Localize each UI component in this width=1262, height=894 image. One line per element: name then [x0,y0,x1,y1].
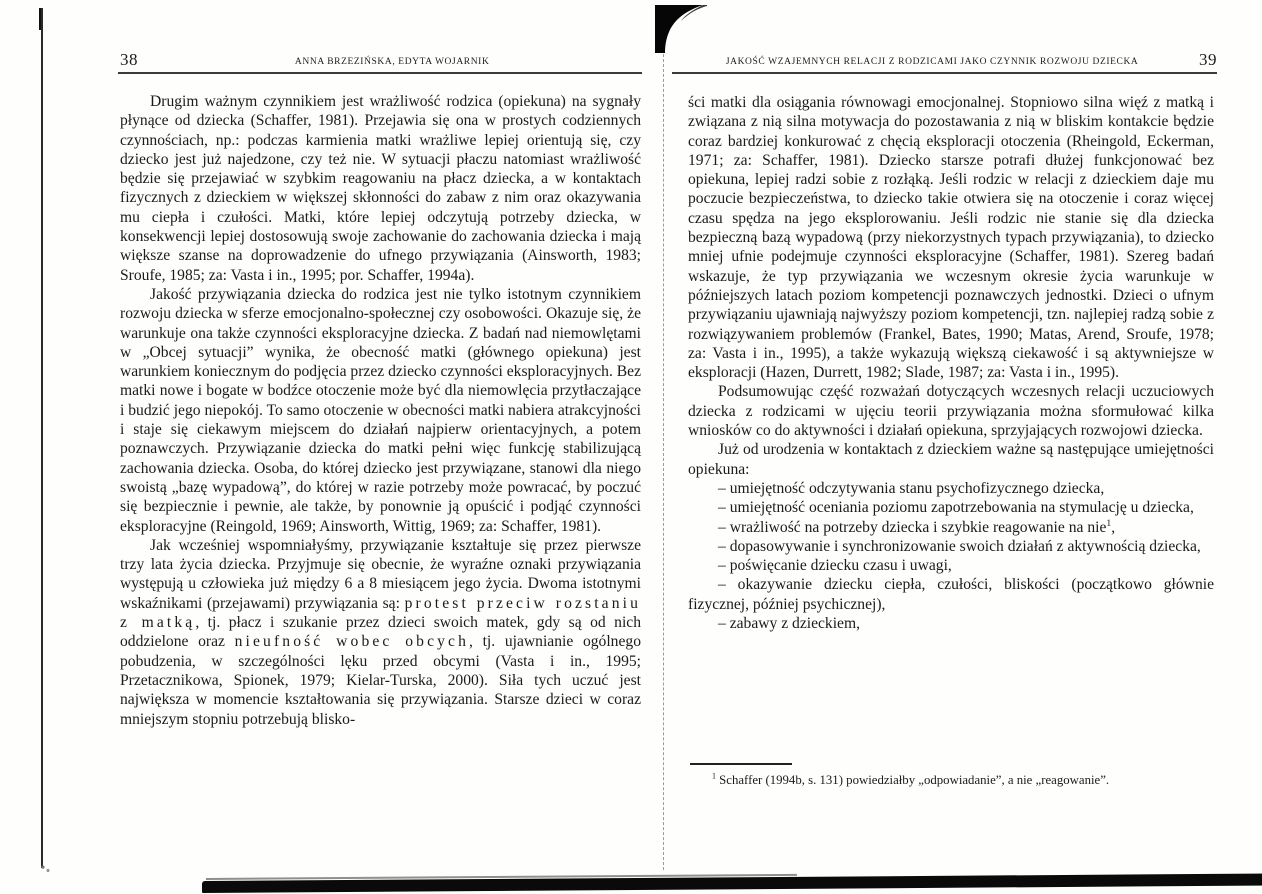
book-gutter-shadow [663,44,664,870]
text-segment: Jak wcześniej wspomniałyśmy, przywiązanie kształtuje się przez pierwsze trzy lata życia dziecka. Przyjmuje się obecnie, że wyraźne oznaki przywiązania występują u człowieka już między 6 a 8 miesiącem jego życia. Dwoma istotnymi wskaźnikami (przejawami) przywiązania są: [120,536,641,612]
text-segment: – dopasowywanie i synchronizowanie swoich działań z aktywnością dziecka, [718,537,1201,555]
list-item [688,575,1214,614]
scan-left-edge-line [41,8,43,868]
list-item [688,556,1214,575]
scan-bottom-bar [202,873,1262,893]
text-segment: Drugim ważnym czynnikiem jest wrażliwość rodzica (opiekuna) na sygnały płynące od dziecka (Schaffer, 1981). Przejawia się ona w prostych codziennych czynnościach, np.: podczas karmienia matki wrażliwe lepiej orientują się, czy dziecko jest już najedzone, czy też nie. W sytuacji płaczu natomiast wrażliwość będzie się przejawiać w szybkim reagowaniu na płacz dziecka, a w kontaktach fizycznych z dzieckiem w większej skłonności do zabaw z nim oraz okazywania mu ciepła i czułości. Matki, które lepiej odczytują potrzeby dziecka, w konsekwencji lepiej dostosowują swoje zachowanie do zachowania dziecka i mają większe szanse na doprowadzenie do ufnego przywiązania (Ainsworth, 1983; Sroufe, 1985; za: Vasta i in., 1995; por. Schaffer, 1994a). [120,93,641,284]
paragraph [688,440,1214,479]
text-segment: Podsumowując część rozważań dotyczących wczesnych relacji uczuciowych dziecka z rodzicami w ujęciu teorii przywiązania można sformułować kilka wniosków co do aktywności i działań opiekuna, sprzyjających rozwojowi dziecka. [688,383,1214,440]
page-number: 38 [120,50,138,69]
caregiver-skills-list [688,479,1214,633]
text-segment: Już od urodzenia w kontaktach z dzieckiem ważne są następujące umiejętności opiekuna: [688,441,1214,478]
footnote-ref: 1 [1106,517,1112,529]
list-item [688,479,1214,498]
paragraph [120,285,641,536]
text-segment: – umiejętność odczytywania stanu psychofizycznego dziecka, [718,479,1105,497]
page-number: 39 [1199,50,1217,69]
paragraph [688,93,1214,382]
text-segment: nieufność wobec obcych [234,633,470,651]
text-column [688,93,1214,633]
page-header-right [672,50,1217,74]
paragraph [120,92,641,285]
footnote-text [688,772,1214,788]
page-header-left [120,50,641,74]
text-column [120,92,641,729]
text-segment: , tj. płacz i szukanie przez dzieci swoich matek, gdy są od nich oddzielone oraz [120,614,641,651]
text-segment: – poświęcanie dziecku czasu i uwagi, [718,557,952,575]
paragraph [120,536,641,729]
text-segment: – wrażliwość na potrzeby dziecka i szybkie reagowanie na nie [718,518,1107,536]
footnote [688,763,1214,788]
gutter-blotch-shape [655,5,707,53]
text-segment: – zabawy z dzieckiem, [718,615,861,633]
running-head: ANNA BRZEZIŃSKA, EDYTA WOJARNIK [294,57,490,67]
scan-speckle [40,864,50,872]
text-segment: – umiejętność oceniania poziomu zapotrzebowania na stymulację u dziecka, [718,499,1194,517]
header-rule [672,72,1217,74]
header-rule [118,72,642,74]
footnote-marker: 1 [712,771,716,781]
text-segment: protest przeciw rozstaniu z matką [120,594,641,632]
footnote-rule [690,763,792,765]
list-item [688,614,1214,633]
list-item [688,518,1214,537]
list-item [688,537,1214,556]
text-segment: Jakość przywiązania dziecka do rodzica jest nie tylko istotnym czynnikiem rozwoju dziecka w sferze emocjonalno-społecznej czy osobowości. Okazuje się, że warunkuje ona także czynności eksploracyjne dziecka. Z badań nad niemowlętami w „Obcej sytuacji” wynika, że obecność matki (głównego opiekuna) jest warunkiem koniecznym do podjęcia przez dziecko czynności eksploracyjnych. Bez matki nowe i bogate w bodźce otoczenie może być dla niemowlęcia przytłaczające i budzić jego niepokój. To samo otoczenie w obecności matki nabiera atrakcyjności i staje się ciekawym miejscem do działań najpierw orientacyjnych, a potem poznawczych. Przywiązanie dziecka do matki pełni więc funkcję stabilizującą zachowania dziecka. Osoba, do której dziecko jest przywiązane, stanowi dla niego swoistą „bazę wypadową”, do której w razie potrzeby może powracać, by poczuć się bezpiecznie i pewnie, ale także, by ponownie ją opuścić i podjąć czynności eksploracyjne (Reingold, 1969; Ainsworth, Wittig, 1969; za: Schaffer, 1981). [120,285,641,535]
text-segment: ści matki dla osiągania równowagi emocjonalnej. Stopniowo silna więź z matką i związana z nią silna motywacja do pozostawania z nią w bliskim kontakcie będzie coraz bardziej konkurować z chęcią eksploracji otoczenia (Rheingold, Eckerman, 1971; za: Schaffer, 1981). Dziecko starsze potrafi dłużej funkcjonować bez opiekuna, lepiej radzi sobie z rozłąką. Jeśli rodzic w relacji z dzieckiem daje mu poczucie bezpieczeństwa, to dziecko takie otwiera się na otoczenie i coraz więcej czasu spędza na jego eksplorowaniu. Jeśli rodzic nie stanie się dla dziecka bezpieczną bazą wypadową (przy niekorzystnych typach przywiązania), to dziecko mniej ufnie podejmuje czynności eksploracyjne (Schaffer, 1981). Szereg badań wskazuje, że typ przywiązania we wczesnym okresie życia warunkuje w późniejszych latach poziom kompetencji poznawczych jednostki. Dzieci o ufnym przywiązaniu ujawniają najwyższy poziom kompetencji, tzn. najlepiej radzą sobie z rozwiązywaniem problemów (Frankel, Bates, 1990; Matas, Arend, Sroufe, 1978; za: Vasta i in., 1995), a także wykazują większą ciekawość i są aktywniejsze w eksploracji (Hazen, Durrett, 1982; Slade, 1987; za: Vasta i in., 1995). [688,94,1214,382]
text-segment: , tj. ujawnianie ogólnego pobudzenia, w szczególności lęku przed obcymi (Vasta i in., 1995; Przetacznikowa, Spionek, 1979; Kielar-Turska, 2000). Siła tych uczuć jest największa w momencie kształtowania się przywiązania. Starsze dzieci w coraz mniejszym stopniu potrzebują blisko- [120,633,641,728]
footnote-body: Schaffer (1994b, s. 131) powiedziałby „odpowiadanie”, a nie „reagowanie”. [719,773,1110,787]
running-head: JAKOŚĆ WZAJEMNYCH RELACJI Z RODZICAMI JAKO CZYNNIK ROZWOJU DZIECKA [725,57,1139,67]
book-gutter-blotch [655,5,707,53]
text-segment: , [1111,518,1116,536]
list-item [688,498,1214,517]
paragraph-group [688,93,1214,479]
text-segment: – okazywanie dziecku ciepła, czułości, bliskości (początkowo głównie fizycznej, później psychicznej), [688,576,1214,613]
paragraph [688,382,1214,440]
